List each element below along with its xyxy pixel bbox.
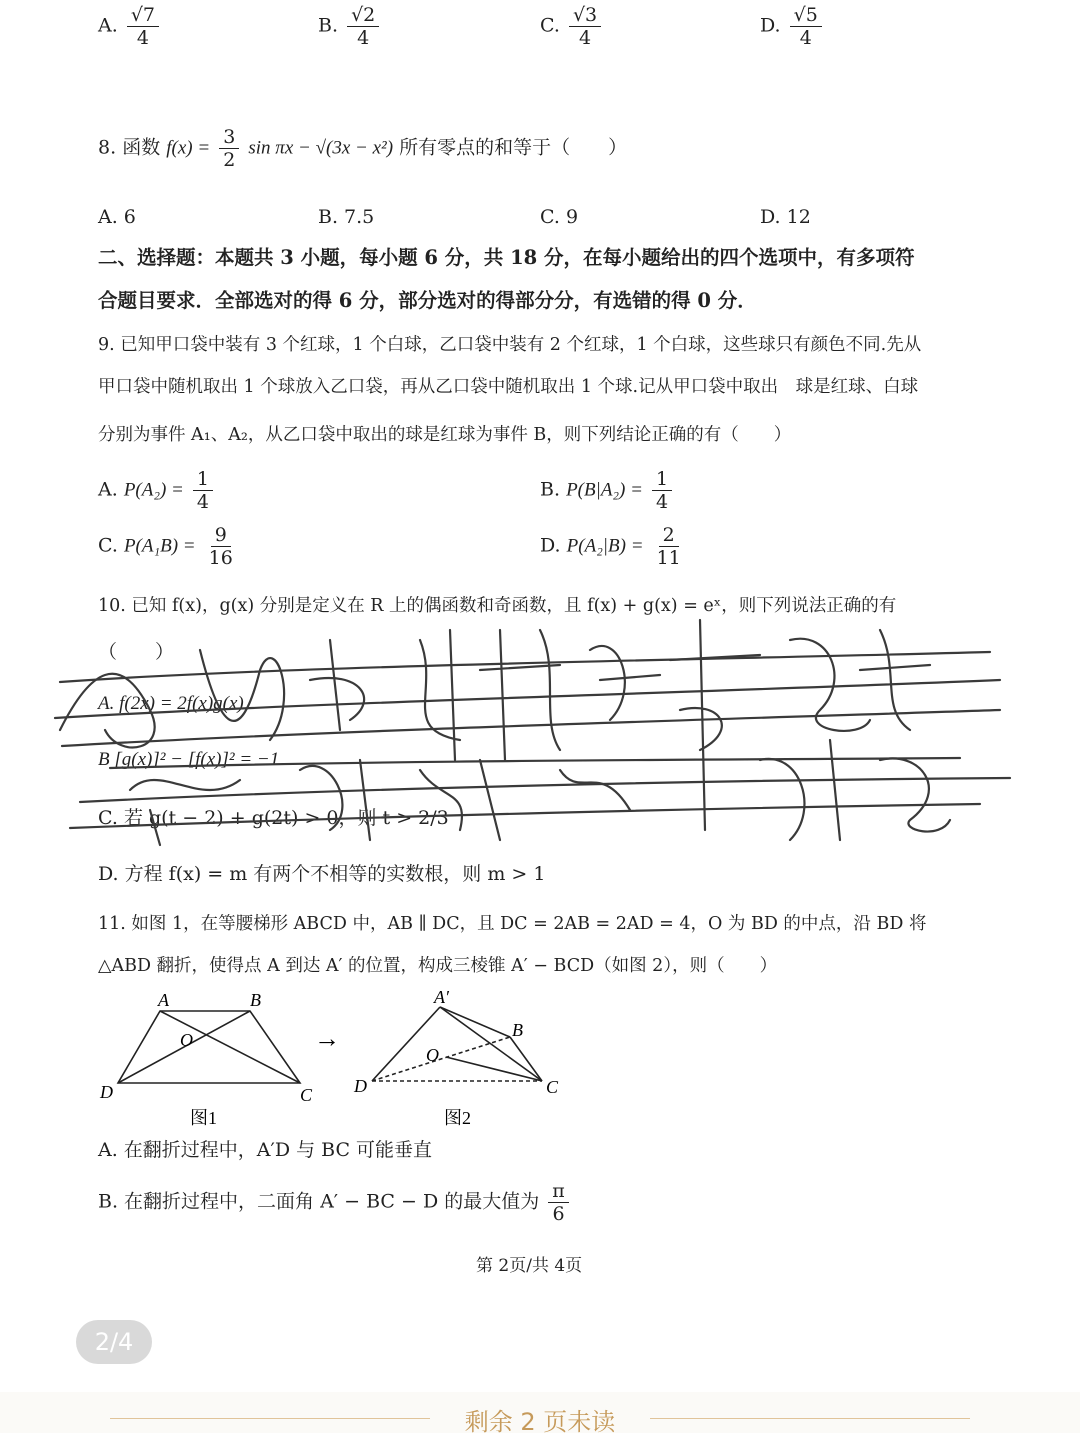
fig1-label-d: D bbox=[100, 1082, 113, 1102]
fig1-label-o: O bbox=[180, 1030, 193, 1050]
fig1-label-c: C bbox=[300, 1085, 313, 1105]
remaining-pages-bar[interactable] bbox=[0, 1392, 1080, 1436]
q7-option-a: A. $\frac{√7}{4}$ bbox=[98, 4, 162, 49]
q9-option-b: B. P(B|A₂) = $\frac{1}{4}$ bbox=[540, 468, 675, 513]
fig1-caption: 图1 bbox=[190, 1108, 217, 1128]
q11-line2: △ABD 翻折，使得点 A 到达 A′ 的位置，构成三棱锥 A′ − BCD（如图 2），则（ ） bbox=[98, 956, 778, 976]
q8-option-d: D. 12 bbox=[760, 206, 811, 228]
handwriting-scribble-overlay bbox=[0, 610, 1080, 850]
section2-heading-line1: 二、选择题：本题共 3 小题，每小题 6 分，共 18 分，在每小题给出的四个选项中，有多项符 bbox=[98, 246, 915, 269]
q11-option-b: B. 在翻折过程中，二面角 A′ − BC − D 的最大值为 $\frac{\pi}{6}$ bbox=[98, 1180, 572, 1225]
fig1-label-a: A bbox=[158, 990, 169, 1010]
q7-option-b: B. $\frac{√2}{4}$ bbox=[318, 4, 382, 49]
fig2-label-a: A′ bbox=[434, 987, 449, 1007]
q10-option-d: D. 方程 f(x) = m 有两个不相等的实数根，则 m > 1 bbox=[98, 863, 546, 885]
q9-line2: 甲口袋中随机取出 1 个球放入乙口袋，再从乙口袋中随机取出 1 个球.记从甲口袋中取出 球是红球、白球 bbox=[98, 377, 919, 397]
fig2-label-c: C bbox=[546, 1077, 559, 1097]
q10-line1: 10. 已知 f(x)，g(x) 分别是定义在 R 上的偶函数和奇函数，且 f(x) + g(x) = eˣ，则下列说法正确的有 bbox=[98, 596, 897, 616]
fig2-caption: 图2 bbox=[444, 1108, 471, 1128]
q9-line1: 9. 已知甲口袋中装有 3 个红球，1 个白球，乙口袋中装有 2 个红球，1 个白球，这些球只有颜色不同.先从 bbox=[98, 335, 922, 355]
q8-option-c: C. 9 bbox=[540, 206, 579, 228]
section2-heading-line2: 合题目要求．全部选对的得 6 分，部分选对的得部分分，有选错的得 0 分． bbox=[98, 289, 757, 312]
q11-figures bbox=[0, 985, 620, 1135]
fig2-label-b: B bbox=[512, 1020, 523, 1040]
figure1-trapezoid bbox=[118, 1011, 300, 1083]
fig1-label-b: B bbox=[250, 990, 261, 1010]
q10-option-b: B [g(x)]² − [f(x)]² = −1 bbox=[98, 749, 280, 770]
q10-option-a: A. f(2x) = 2f(x)g(x) bbox=[98, 693, 244, 714]
q10-option-c: C. 若 g(t − 2) + g(2t) > 0，则 t > 2/3 bbox=[98, 807, 449, 829]
fig2-label-d: D bbox=[354, 1076, 367, 1096]
q11-line1: 11. 如图 1，在等腰梯形 ABCD 中，AB ∥ DC，且 DC = 2AB = 2AD = 4，O 为 BD 的中点，沿 BD 将 bbox=[98, 914, 927, 934]
q9-option-c: C. P(A₁B) = $\frac{9}{16}$ bbox=[98, 524, 233, 569]
figure2-pyramid bbox=[372, 1007, 542, 1081]
q8-question: 8. 函数 f(x) = $\frac{3}{2}$ sin πx − √(3x − x²) 所有零点的和等于（ ） bbox=[98, 126, 628, 171]
page-indicator: 2/4 bbox=[76, 1320, 152, 1364]
q10-paren: （ ） bbox=[98, 641, 175, 663]
q7-option-c: C. $\frac{√3}{4}$ bbox=[540, 4, 604, 49]
q11-option-a: A. 在翻折过程中，A′D 与 BC 可能垂直 bbox=[98, 1139, 433, 1161]
remaining-pages-label[interactable]: 剩余 2 页未读 bbox=[464, 1408, 616, 1436]
fig2-label-o: O bbox=[426, 1045, 439, 1065]
q8-option-b: B. 7.5 bbox=[318, 206, 375, 228]
figure-arrow: → bbox=[314, 1024, 340, 1053]
q7-option-d: D. $\frac{√5}{4}$ bbox=[760, 4, 825, 49]
page-number-footer: 第 2页/共 4页 bbox=[476, 1256, 583, 1276]
q8-option-a: A. 6 bbox=[98, 206, 136, 228]
q9-line3: 分别为事件 A₁、A₂，从乙口袋中取出的球是红球为事件 B，则下列结论正确的有（ ） bbox=[98, 425, 792, 445]
q9-option-d: D. P(A₂|B) = $\frac{2}{11}$ bbox=[540, 524, 681, 569]
q9-option-a: A. P(A₂) = $\frac{1}{4}$ bbox=[98, 468, 216, 513]
